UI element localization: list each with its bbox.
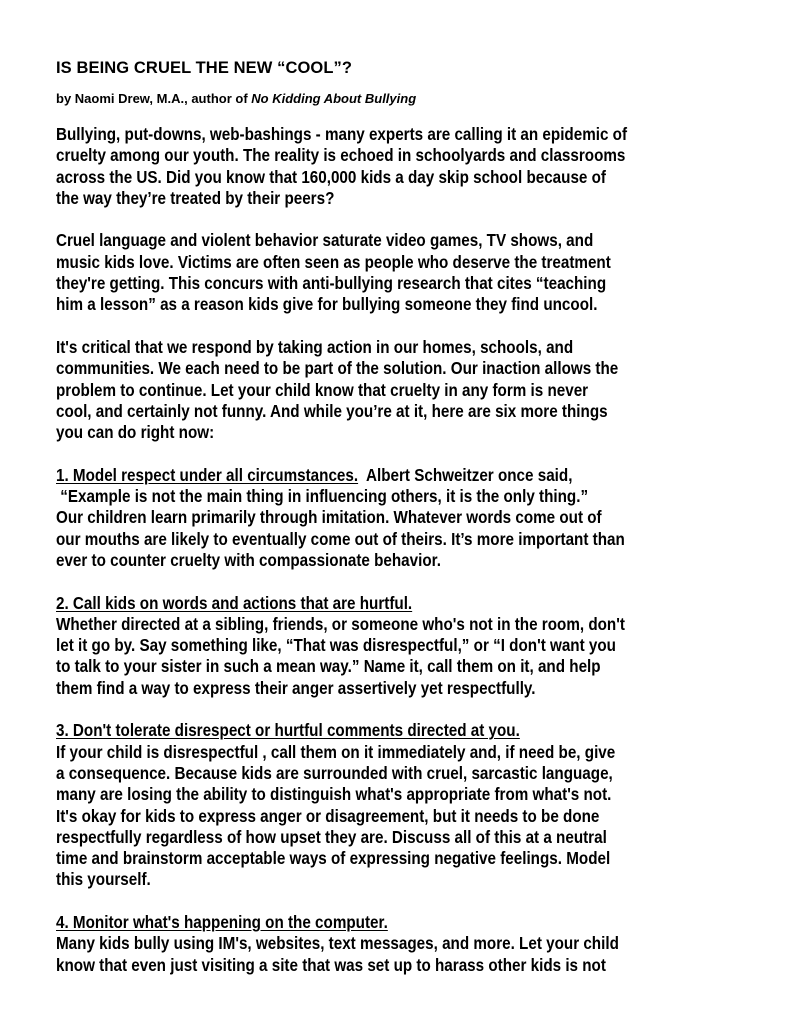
text-line: this yourself.	[56, 869, 151, 890]
tip-1	[56, 465, 756, 571]
tip-heading: 4. Monitor what's happening on the computer.	[56, 911, 388, 932]
tip-heading: 2. Call kids on words and actions that are hurtful.	[56, 592, 413, 613]
tip-heading-line	[56, 465, 756, 486]
text-line: Whether directed at a sibling, friends, or someone who's not in the room, don't	[56, 613, 625, 634]
text-line: them find a way to express their anger assertively yet respectfully.	[56, 677, 536, 698]
text-line: let it go by. Say something like, “That was disrespectful,” or “I don't want you	[56, 635, 616, 656]
tip-heading: 3. Don't tolerate disrespect or hurtful comments directed at you.	[56, 720, 520, 741]
text-line: If your child is disrespectful , call them on it immediately and, if need be, give	[56, 741, 616, 762]
text-line: time and brainstorm acceptable ways of expressing negative feelings. Model	[56, 848, 611, 869]
text-line: our mouths are likely to eventually come out of theirs. It’s more important than	[56, 528, 625, 549]
document-page	[56, 58, 756, 997]
tip-heading: 1. Model respect under all circumstances.	[56, 464, 359, 485]
text-line: Many kids bully using IM's, websites, text messages, and more. Let your child	[56, 933, 619, 954]
byline-author: by Naomi Drew, M.A., author of	[56, 91, 252, 106]
byline	[56, 91, 756, 107]
tip-heading-line	[56, 720, 756, 741]
tip-4	[56, 912, 756, 976]
text-line: cruelty among our youth. The reality is echoed in schoolyards and classrooms	[56, 145, 626, 166]
text-line: many are losing the ability to distinguish what's appropriate from what's not.	[56, 784, 612, 805]
text-line: respectfully regardless of how upset they are. Discuss all of this at a neutral	[56, 826, 607, 847]
text-line: communities. We each need to be part of the solution. Our inaction allows the	[56, 358, 619, 379]
text-line: him a lesson” as a reason kids give for bullying someone they find uncool.	[56, 294, 598, 315]
text-line: the way they’re treated by their peers?	[56, 187, 335, 208]
tip-heading-line	[56, 593, 756, 614]
text-line: a consequence. Because kids are surrounded with cruel, sarcastic language,	[56, 762, 613, 783]
article-body	[56, 124, 756, 976]
byline-book-title: No Kidding About Bullying	[251, 91, 417, 106]
text-line: It's critical that we respond by taking action in our homes, schools, and	[56, 336, 574, 357]
text-line: “Example is not the main thing in influencing others, it is the only thing.”	[56, 486, 589, 507]
tip-heading-suffix: Albert Schweitzer once said,	[358, 464, 573, 485]
text-line: Bullying, put-downs, web-bashings - many experts are calling it an epidemic of	[56, 124, 628, 144]
text-line: ever to counter cruelty with compassionate behavior.	[56, 549, 441, 570]
intro-paragraph	[56, 124, 756, 209]
text-line: cool, and certainly not funny. And while you’re at it, here are six more things	[56, 400, 608, 421]
text-line: It's okay for kids to express anger or disagreement, but it needs to be done	[56, 805, 600, 826]
text-line: Cruel language and violent behavior saturate video games, TV shows, and	[56, 230, 594, 251]
text-line: across the US. Did you know that 160,000 kids a day skip school because of	[56, 166, 606, 187]
body-paragraph	[56, 230, 756, 315]
tip-heading-line	[56, 912, 756, 933]
tip-3	[56, 720, 756, 890]
article-title: IS BEING CRUEL THE NEW “COOL”?	[56, 59, 353, 77]
text-line: know that even just visiting a site that was set up to harass other kids is not	[56, 954, 606, 975]
text-line: Our children learn primarily through imitation. Whatever words come out of	[56, 507, 602, 528]
text-line: to talk to your sister in such a mean way.” Name it, call them on it, and help	[56, 656, 601, 677]
body-paragraph	[56, 337, 756, 443]
tip-2	[56, 593, 756, 699]
text-line: music kids love. Victims are often seen as people who deserve the treatment	[56, 251, 611, 272]
text-line: they're getting. This concurs with anti-bullying research that cites “teaching	[56, 273, 607, 294]
text-line: problem to continue. Let your child know that cruelty in any form is never	[56, 379, 589, 400]
text-line: you can do right now:	[56, 422, 215, 443]
